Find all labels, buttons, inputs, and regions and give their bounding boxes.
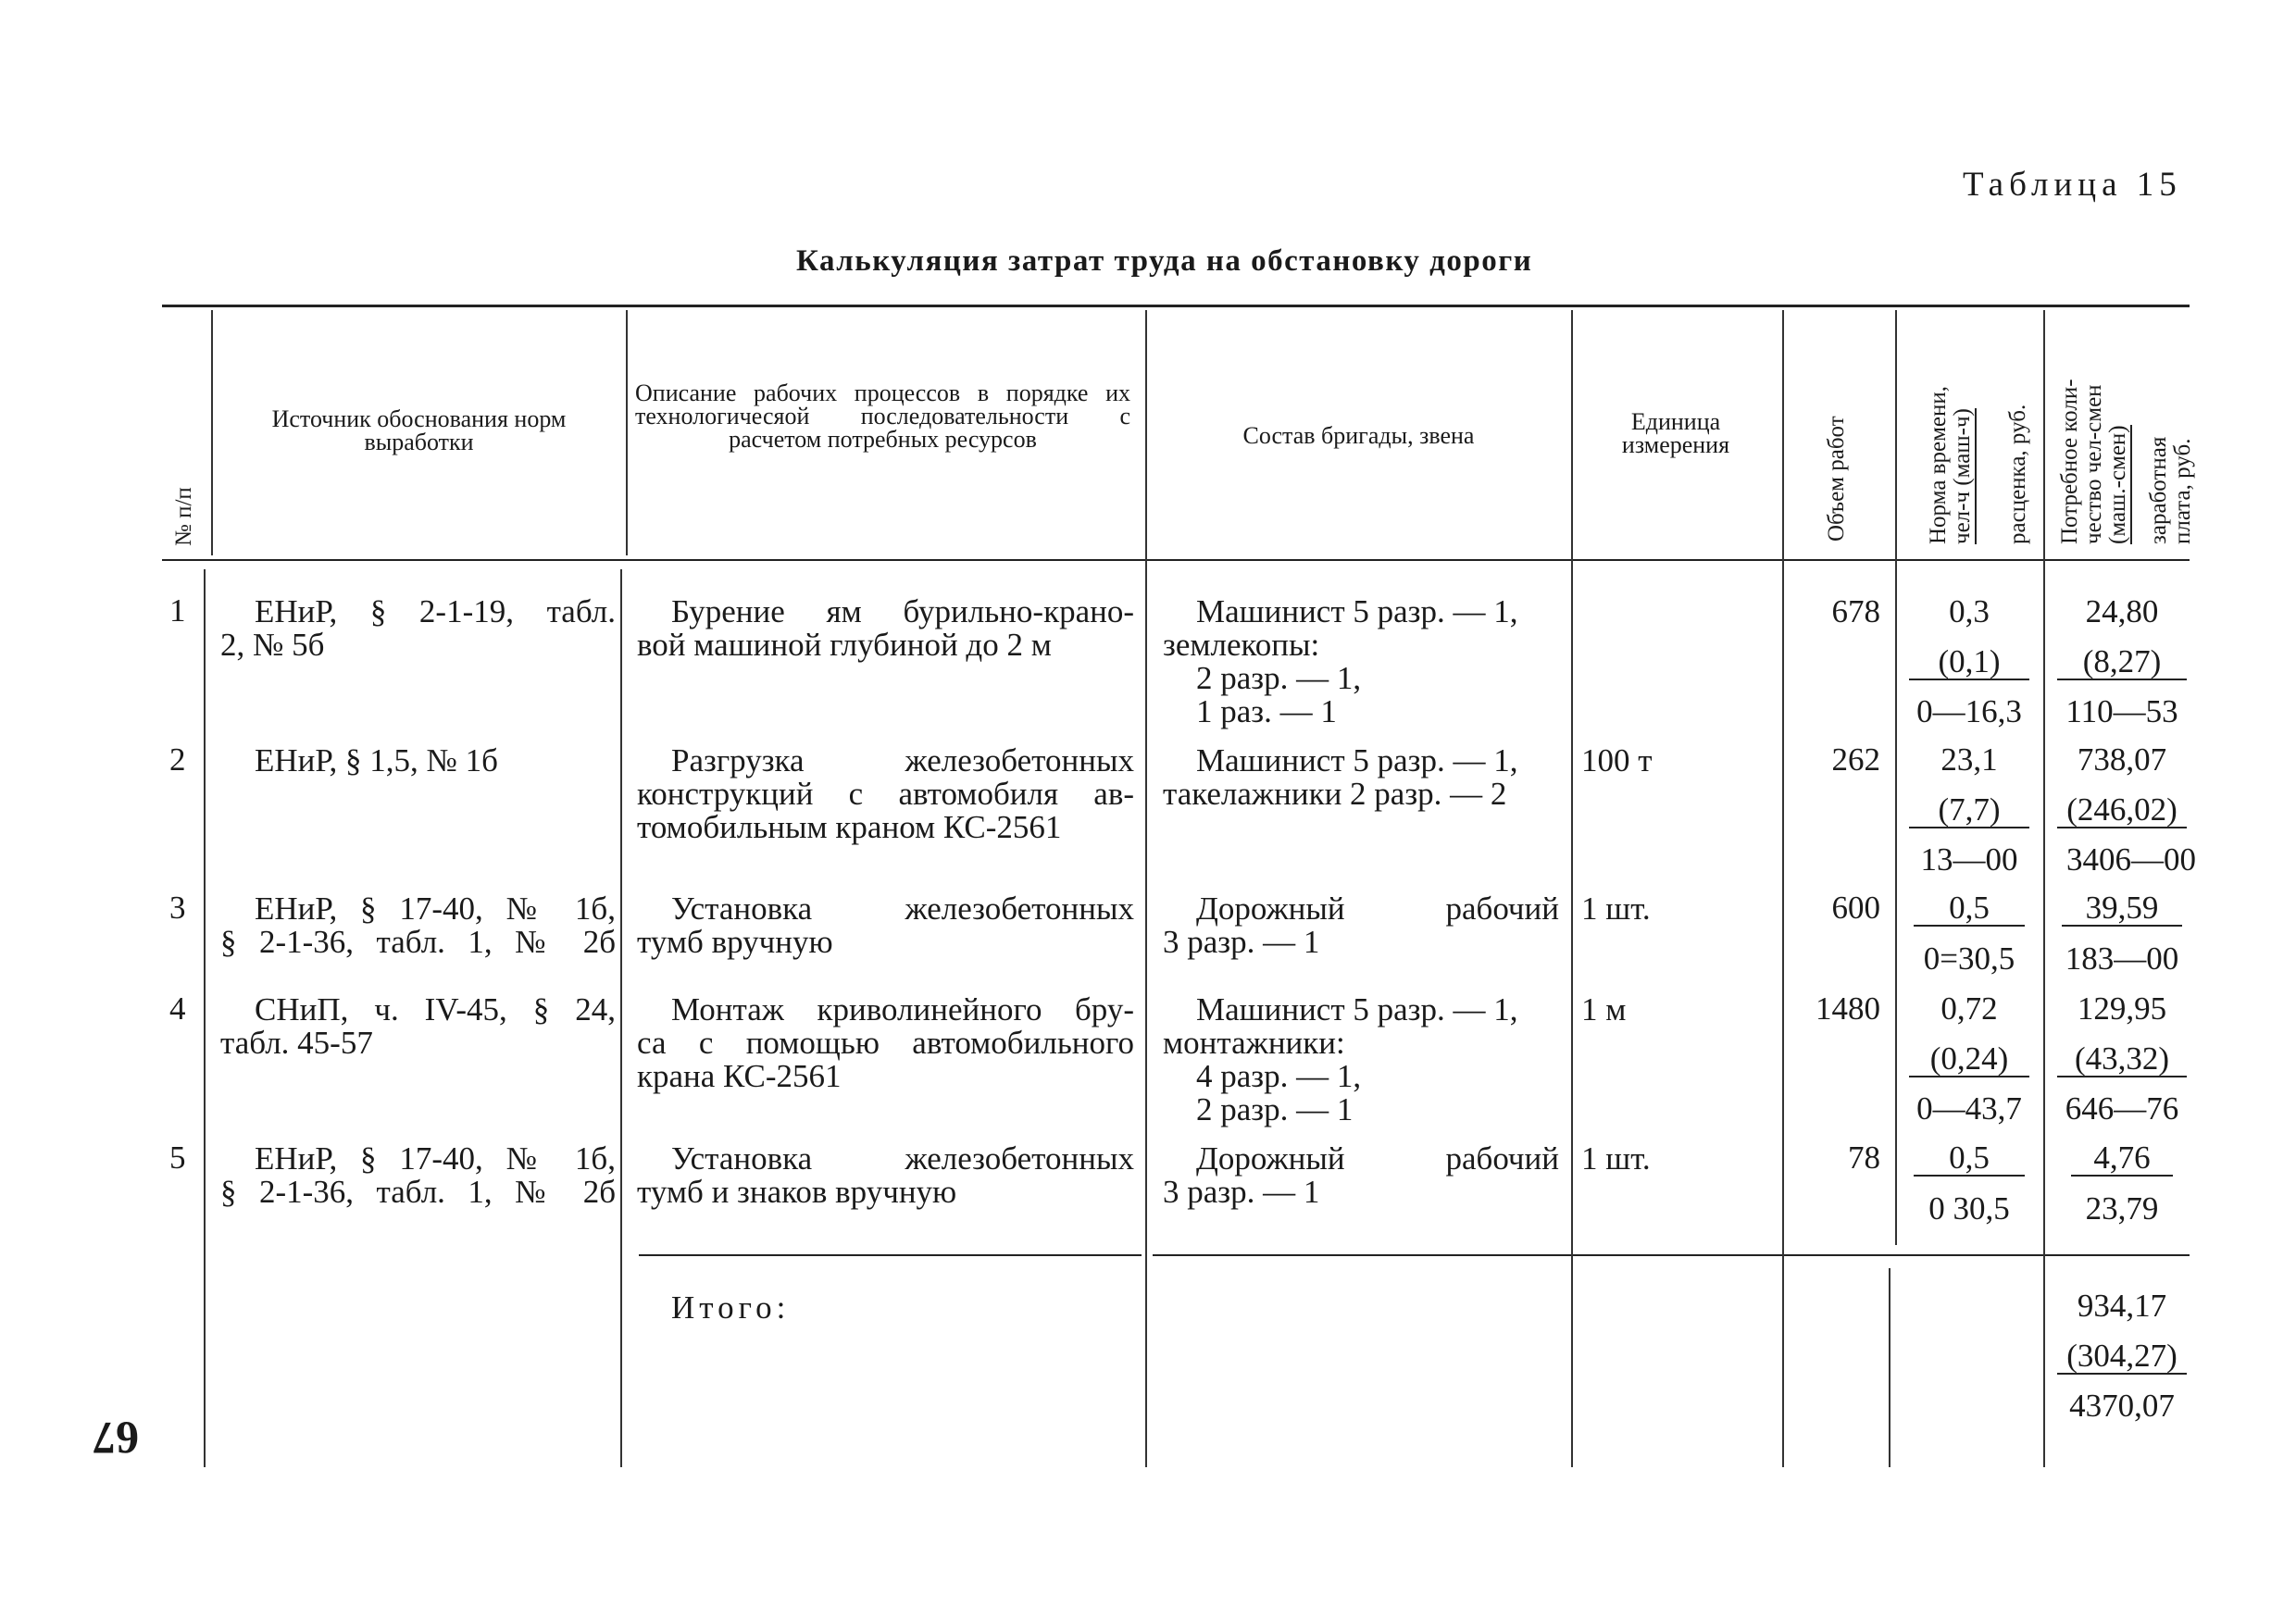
row-4-norm-top: 0,72 [1940, 990, 1998, 1027]
table-number: Таблица 15 [1963, 166, 2182, 204]
row-1-need-mid: (8,27) [2057, 645, 2187, 680]
row-5-norm-bottom: 0 30,5 [1928, 1190, 2010, 1227]
header-norm-line-1: Норма времени, [1926, 386, 1951, 544]
row-2-norm-top: 23,1 [1940, 741, 1998, 778]
header-crew: Состав бригады, звена [1242, 422, 1475, 449]
header-volume: Объем работ [1824, 416, 1849, 542]
row-5-source-line-2: § 2-1-36, табл. 1, № 2б [220, 1174, 616, 1210]
row-4-source-line-2: табл. 45-57 [220, 1025, 373, 1061]
row-1-desc-line-1: Бурение ям бурильно-крано- [671, 593, 1134, 629]
row-3-norm-top: 0,5 [1914, 891, 2025, 927]
row-1-crew-line-2: землекопы: [1163, 627, 1320, 663]
row-4-crew-line-4: 2 разр. — 1 [1196, 1091, 1354, 1127]
row-2-desc-line-1: Разгрузка железобетонных [671, 742, 1134, 778]
row-4-norm-bottom: 0—43,7 [1916, 1090, 2022, 1127]
row-2-norm-mid: (7,7) [1909, 793, 2029, 828]
row-5-crew-line-1: Дорожный рабочий [1196, 1140, 1559, 1177]
row-4-source-line-1: СНиП, ч. IV-45, § 24, [255, 991, 616, 1027]
row-4-need-mid: (43,32) [2057, 1042, 2187, 1077]
total-need-top: 934,17 [2077, 1288, 2167, 1324]
header-description [635, 381, 1130, 451]
row-1-crew-line-3: 2 разр. — 1, [1196, 660, 1362, 696]
row-3-need-bottom: 183—00 [2065, 940, 2179, 977]
row-3-need-top: 39,59 [2062, 891, 2182, 927]
row-3-volume: 600 [1831, 890, 1880, 926]
row-5-num: 5 [169, 1140, 186, 1176]
total-need-bottom: 4370,07 [2069, 1388, 2175, 1424]
header-bottom-rule [162, 559, 2190, 561]
row-4-crew-line-1: Машинист 5 разр. — 1, [1196, 991, 1518, 1027]
row-4-crew-line-3: 4 разр. — 1, [1196, 1058, 1362, 1094]
row-4-desc-line-1: Монтаж криволинейного бру- [671, 991, 1134, 1027]
row-1-need-bottom: 110—53 [2065, 693, 2178, 729]
col-sep-3 [1145, 310, 1147, 1467]
row-5-crew-line-2: 3 разр. — 1 [1163, 1174, 1320, 1210]
row-2-desc-line-3: томобильным краном КС-2561 [637, 809, 1062, 845]
row-5-unit: 1 шт. [1581, 1140, 1651, 1177]
row-1-crew-line-4: 1 раз. — 1 [1196, 693, 1337, 729]
row-3-desc-line-2: тумб вручную [637, 924, 833, 960]
row-2-unit: 100 т [1581, 742, 1653, 778]
header-norm-line-3: расценка, руб. [2005, 404, 2030, 544]
row-4-volume: 1480 [1816, 990, 1880, 1027]
col-sep-4 [1571, 310, 1573, 1467]
col-sep-7 [2043, 310, 2045, 1467]
row-2-source-line-1: ЕНиР, § 1,5, № 1б [255, 742, 498, 778]
row-4-norm-mid: (0,24) [1909, 1042, 2029, 1077]
row-5-need-bottom: 23,79 [2085, 1190, 2159, 1227]
header-description-text: Описание рабочих процессов в порядке их технологичесяой последовательности с расчетом потребных ресурсов [635, 380, 1130, 453]
row-2-need-top: 738,07 [2077, 741, 2167, 778]
row-1-norm-top: 0,3 [1949, 593, 1990, 629]
total-need-mid: (304,27) [2057, 1339, 2187, 1375]
row-1-need-top: 24,80 [2085, 593, 2159, 629]
row-2-norm-bottom: 13—00 [1920, 841, 2018, 878]
row-3-desc-line-1: Установка железобетонных [671, 890, 1134, 927]
row-2-crew-line-1: Машинист 5 разр. — 1, [1196, 742, 1518, 778]
col-sep-6-total [1889, 1268, 1890, 1467]
header-need-line-3: (маш.-смен) [2105, 425, 2130, 544]
col-sep-1-body [204, 569, 206, 1467]
table-top-rule [162, 305, 2190, 307]
header-need-line-4: заработная [2146, 436, 2171, 544]
header-source [231, 407, 606, 454]
header-need-line-2: чество чел-смен [2081, 384, 2106, 544]
row-1-norm-mid: (0,1) [1909, 645, 2029, 680]
row-5-source-line-1: ЕНиР, § 17-40, № 1б, [255, 1140, 616, 1177]
row-1-norm-bottom: 0—16,3 [1916, 693, 2022, 729]
row-1-num: 1 [169, 592, 186, 629]
total-rule-right [1153, 1254, 2190, 1256]
row-1-source-line-2: 2, № 5б [220, 627, 325, 663]
row-3-source-line-2: § 2-1-36, табл. 1, № 2б [220, 924, 616, 960]
row-5-desc-line-1: Установка железобетонных [671, 1140, 1134, 1177]
row-1-crew-line-1: Машинист 5 разр. — 1, [1196, 593, 1518, 629]
row-4-desc-line-2: са с помощью автомобильного [637, 1025, 1134, 1061]
row-3-source-line-1: ЕНиР, § 17-40, № 1б, [255, 890, 616, 927]
row-3-norm-bottom: 0=30,5 [1923, 940, 2015, 977]
row-3-crew-line-1: Дорожный рабочий [1196, 890, 1559, 927]
col-sep-6 [1895, 310, 1897, 1245]
page-number: 67 [93, 1413, 139, 1464]
row-3-unit: 1 шт. [1581, 890, 1651, 927]
row-2-num: 2 [169, 741, 186, 778]
total-rule-left [639, 1254, 1142, 1256]
row-4-unit: 1 м [1581, 991, 1627, 1027]
row-2-desc-line-2: конструкций с автомобиля ав- [637, 776, 1134, 812]
col-sep-2 [626, 310, 628, 555]
header-source-text: Источник обоснования норм выработки [271, 405, 567, 455]
row-5-need-top: 4,76 [2071, 1141, 2173, 1177]
row-4-num: 4 [169, 990, 186, 1027]
row-3-crew-line-2: 3 разр. — 1 [1163, 924, 1320, 960]
row-2-need-bottom: 3406—00 [2066, 841, 2196, 878]
header-unit [1583, 410, 1768, 456]
header-norm-line-2: чел-ч (маш-ч) [1950, 408, 1975, 544]
row-4-desc-line-3: крана КС-2561 [637, 1058, 842, 1094]
row-2-need-mid: (246,02) [2057, 793, 2187, 828]
header-unit-text: Единица измерения [1621, 408, 1730, 458]
row-4-need-top: 129,95 [2077, 990, 2167, 1027]
row-1-source-line-1: ЕНиР, § 2-1-19, табл. [255, 593, 616, 629]
header-num: № п/п [171, 487, 196, 546]
col-sep-5 [1782, 310, 1784, 1467]
row-4-need-bottom: 646—76 [2065, 1090, 2179, 1127]
col-sep-1 [211, 310, 213, 555]
total-label: Итого: [671, 1289, 791, 1326]
row-3-num: 3 [169, 890, 186, 926]
table-title: Калькуляция затрат труда на обстановку дороги [796, 244, 1533, 278]
row-1-desc-line-2: вой машиной глубиной до 2 м [637, 627, 1052, 663]
header-need-line-1: Потребное коли- [2057, 379, 2082, 544]
row-2-crew-line-2: такелажники 2 разр. — 2 [1163, 776, 1507, 812]
row-5-norm-top: 0,5 [1914, 1141, 2025, 1177]
row-2-volume: 262 [1831, 741, 1880, 778]
row-5-desc-line-2: тумб и знаков вручную [637, 1174, 957, 1210]
row-1-volume: 678 [1831, 593, 1880, 629]
col-sep-2-body [620, 569, 622, 1467]
row-4-crew-line-2: монтажники: [1163, 1025, 1345, 1061]
header-need-line-5: плата, руб. [2170, 438, 2195, 544]
row-5-volume: 78 [1848, 1140, 1880, 1176]
